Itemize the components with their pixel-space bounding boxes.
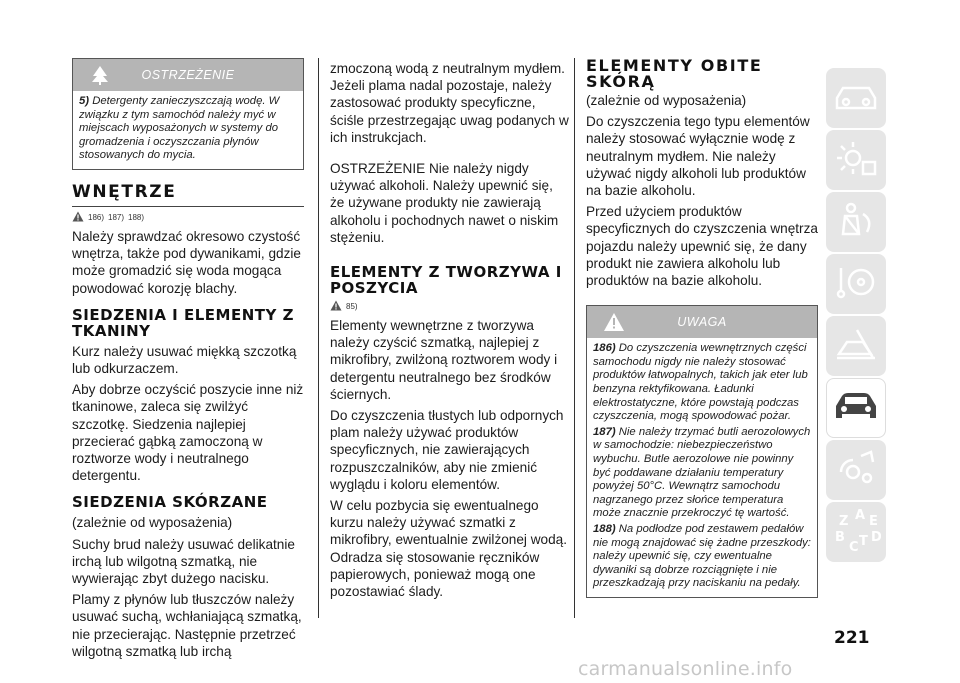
tab-lights[interactable] [826, 130, 886, 190]
watermark: carmanualsonline.info [578, 658, 793, 680]
column-divider [318, 58, 319, 618]
tab-safety[interactable] [826, 192, 886, 252]
caution-body: Nie należy trzymać butli aerozolowych w samochodzie: niebezpieczeństwo wybuchu. Butle aerozolowe nie powinny być poddawane działaniu temperatury powyżej 50°C. Wewnątrz samochodu nagrzanego przez słońce temperatura może znacznie przekroczyć tę wartość. [593, 425, 811, 520]
tab-maintenance[interactable] [826, 378, 886, 438]
svg-text:B: B [835, 529, 845, 545]
caution-text [587, 338, 817, 597]
tab-multimedia[interactable] [826, 440, 886, 500]
paragraph: W celu pozbycia się ewentualnego kurzu należy używać szmatki z mikrofibry, ewentualnie zwilżonej wodą. Odradza się stosowanie ręczników papierowych, ponieważ mogą one pozostawiać ślady. [330, 498, 567, 600]
caution-number: 188) [593, 522, 616, 535]
svg-text:C: C [849, 539, 859, 555]
paragraph: Plamy z płynów lub tłuszczów należy usuwać suchą, wchłaniającą szmatką, nie przecierając. Następnie przetrzeć wilgotną szmatką lub irchą [72, 592, 302, 659]
paragraph: Aby dobrze oczyścić poszycie inne niż tkaninowe, zaleca się zwilżyć szczotkę. Siedzenia najlepiej przecierać gąbką zamoczoną w roztworze wody i neutralnego detergentu. [72, 382, 304, 484]
warning-triangle-icon [72, 211, 84, 224]
caution-title: UWAGA [677, 315, 727, 330]
warning-refs [330, 300, 570, 313]
warning-triangle-icon [603, 312, 625, 337]
paragraph: Elementy wewnętrzne z tworzywa należy czyścić szmatką, najlepiej z mikrofibry, zwilżoną roztworem wody i detergentu neutralnego bez środków ściernych. [330, 318, 558, 402]
page-number: 221 [834, 628, 870, 648]
section-title: WNĘTRZE [72, 181, 177, 202]
column-divider [574, 58, 575, 618]
caution-item [593, 523, 811, 591]
caution-body: Do czyszczenia wewnętrznych części samochodu nigdy nie należy stosować produktów łatwopalnych, takich jak eter lub benzyna rektyfikowana. Ładunki elektrostatyczne, które powstają podczas czyszczenia, mogą spowodować pożar. [593, 342, 808, 423]
environment-tree-icon [89, 65, 111, 90]
sun-lights-icon [833, 138, 879, 183]
chapter-sidebar [826, 68, 886, 564]
tab-emergency[interactable] [826, 316, 886, 376]
svg-text:D: D [871, 529, 881, 545]
car-dashboard-icon [833, 78, 879, 119]
warning-title: OSTRZEŻENIE [141, 68, 235, 82]
warning-triangle-icon [833, 324, 879, 369]
paragraph: (zależnie od wyposażenia) [586, 93, 747, 108]
column-2 [330, 60, 570, 604]
paragraph: Należy sprawdzać okresowo czystość wnętrza, także pod dywanikami, gdzie może gromadzić się woda mogąca powodować korozję blachy. [72, 228, 301, 296]
subsection-title: SIEDZENIA I ELEMENTY Z TKANINY [72, 305, 294, 340]
ref-187: 187) [108, 212, 125, 222]
caution-number: 187) [593, 425, 616, 438]
column-3 [586, 58, 818, 598]
caution-number: 186) [593, 342, 616, 355]
multimedia-settings-icon [833, 448, 879, 493]
steering-key-icon [833, 262, 879, 307]
index-letters-icon [831, 505, 881, 560]
warning-number: 5) [79, 95, 90, 107]
caution-box [586, 305, 818, 598]
section-title: ELEMENTY OBITE SKÓRĄ [586, 56, 763, 91]
seatbelt-safety-icon [833, 200, 879, 245]
paragraph: Suchy brud należy usuwać delikatnie irchą lub wilgotną szmatką, nie wywierając zbyt dużego nacisku. [72, 536, 295, 587]
car-maintenance-icon [832, 388, 880, 429]
caution-body: Na podłodze pod zestawem pedałów nie mogą znajdować się żadne przeszkody: należy upewnić się, czy ewentualne dywaniki są dobrze rozciągnięte i nie przeszkadzają przy naciskaniu na pedały. [593, 522, 811, 590]
ref-186: 186) [88, 212, 105, 222]
subsection-title: ELEMENTY Z TWORZYWA I POSZYCIA [330, 263, 562, 298]
tab-index[interactable] [826, 502, 886, 562]
paragraph: Przed użyciem produktów specyficznych do czyszczenia wnętrza pojazdu należy upewnić się, że dany produkt nie zawiera alkoholu lub produktów na bazie alkoholu. [586, 204, 818, 289]
paragraph: Do czyszczenia tego typu elementów należy stosować wyłącznie wodę z neutralnym mydłem. Nie należy używać nigdy alkoholi lub produktów na bazie alkoholu. [586, 114, 810, 199]
tab-starting[interactable] [826, 254, 886, 314]
column-1 [72, 58, 304, 664]
paragraph: OSTRZEŻENIE Nie należy nigdy używać alkoholi. Należy upewnić się, że używane produkty nie zawierają alkoholu i pochodnych nawet o niskim stężeniu. [330, 161, 559, 245]
tab-dashboard[interactable] [826, 68, 886, 128]
warning-banner [73, 59, 303, 91]
svg-text:E: E [869, 513, 878, 529]
warning-body: Detergenty zanieczyszczają wodę. W związku z tym samochód należy myć w miejscach wyposażonych w systemy do gromadzenia i oczyszczania płynów stosowanych do mycia. [79, 95, 280, 162]
warning-box [72, 58, 304, 170]
paragraph: (zależnie od wyposażenia) [72, 515, 233, 531]
subsection-title: SIEDZENIA SKÓRZANE [72, 493, 268, 512]
paragraph: zmoczoną wodą z neutralnym mydłem. Jeżeli plama nadal pozostaje, należy zastosować produkty specyficzne, ściśle przestrzegając uwag podanych w ich instrukcjach. [330, 61, 569, 145]
warning-text [73, 91, 303, 169]
svg-text:T: T [859, 533, 868, 549]
svg-text:A: A [855, 507, 866, 523]
ref-188: 188) [128, 212, 145, 222]
caution-item [593, 426, 811, 521]
caution-item [593, 342, 811, 424]
warning-triangle-icon [330, 300, 342, 313]
caution-banner [587, 306, 817, 338]
svg-text:Z: Z [839, 513, 849, 529]
ref-85: 85) [346, 302, 358, 312]
paragraph: Kurz należy usuwać miękką szczotką lub odkurzaczem. [72, 343, 297, 376]
paragraph: Do czyszczenia tłustych lub odpornych plam należy używać produktów specyficznych, nie zawierających rozpuszczalników, aby nie zmienić wyglądu i koloru elementów. [330, 408, 564, 492]
warning-refs [72, 211, 304, 224]
